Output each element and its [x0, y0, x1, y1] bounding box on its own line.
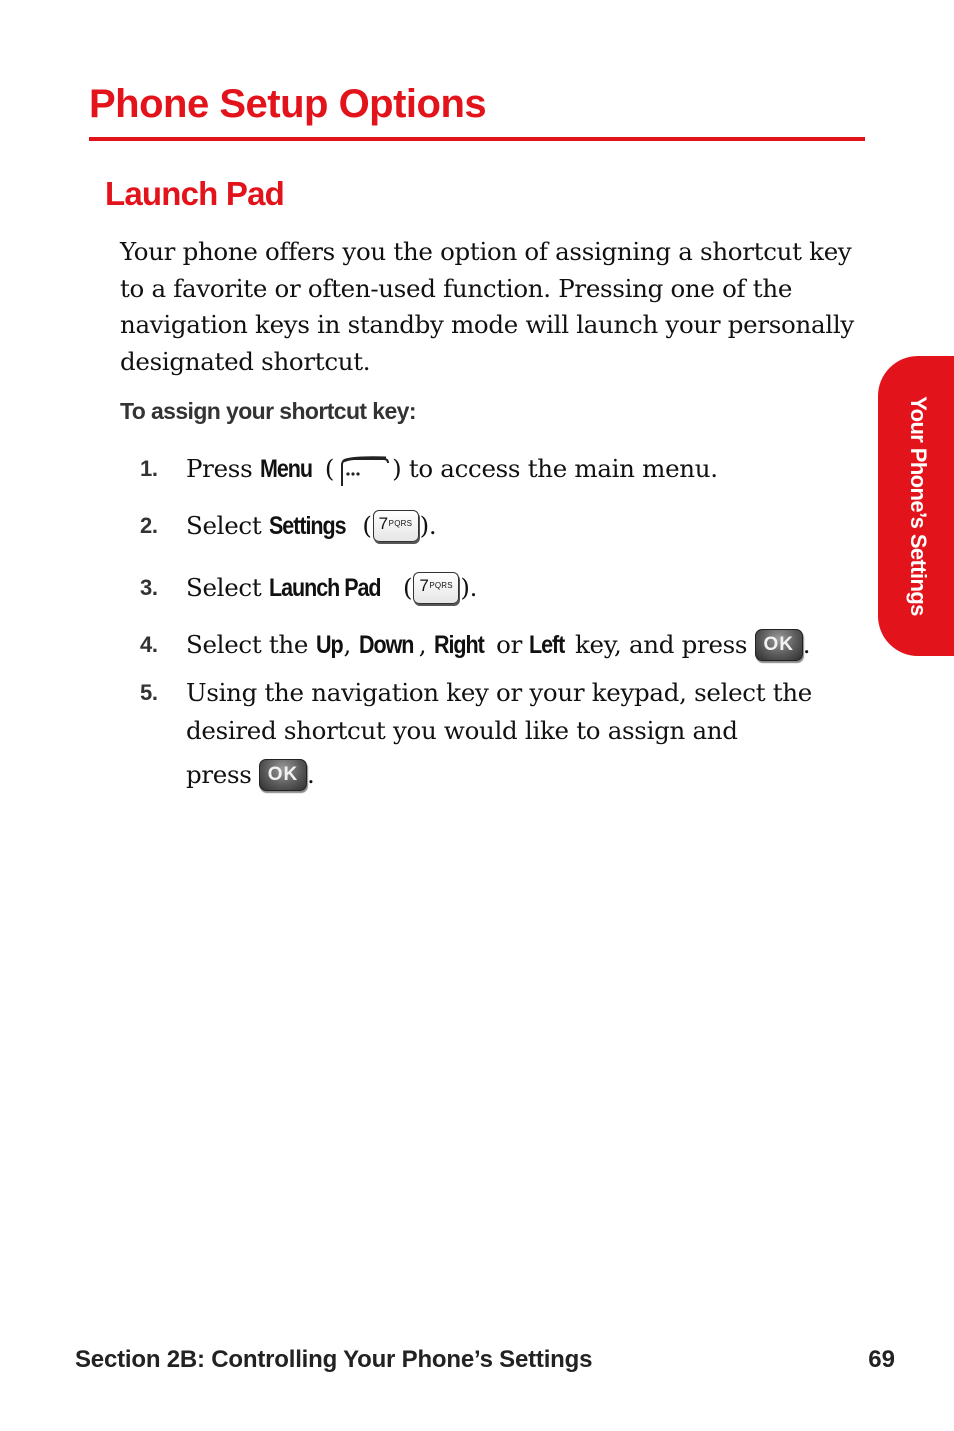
step-text [186, 450, 876, 488]
step-text-line: desired shortcut you would like to assign and [186, 716, 738, 745]
ok-key-icon [755, 629, 803, 661]
step-text-segment: or [488, 630, 530, 659]
step-text-segment: ). [419, 511, 437, 540]
ok-key-icon [259, 759, 307, 791]
step-text-segment: . [802, 630, 811, 659]
page-title: Phone Setup Options [89, 82, 487, 126]
step-text-segment: Press [186, 454, 260, 483]
step-text [186, 626, 876, 664]
key-letters: PQRS [388, 518, 413, 528]
procedure-label: To assign your shortcut key: [120, 398, 416, 424]
step-number: 3. [140, 575, 158, 600]
step-text-segment: ). [460, 573, 478, 602]
step-text [186, 569, 876, 607]
keyword-settings: Settings [268, 512, 346, 540]
footer-page-number: 69 [868, 1346, 895, 1373]
keyword-right: Right [433, 631, 484, 659]
title-rule [89, 137, 865, 141]
step-number: 5. [140, 680, 158, 705]
step-text-segment: . [307, 760, 315, 789]
keyword-menu: Menu [259, 455, 312, 483]
step-number: 2. [140, 513, 158, 538]
side-tab-label: Your Phone’s Settings [906, 396, 931, 616]
step-text-line: Using the navigation key or your keypad, select the [186, 678, 812, 707]
step-text-segment: press [186, 760, 260, 789]
keyword-down: Down [358, 631, 413, 659]
ok-key-label: OK [763, 633, 794, 655]
step-text-segment: key, and press [567, 630, 755, 659]
keyword-launch-pad: Launch Pad [268, 574, 381, 602]
step-text-segment: ( [317, 454, 335, 483]
ok-key-label: OK [267, 763, 299, 785]
section-heading: Launch Pad [105, 175, 285, 212]
step-number: 4. [140, 632, 158, 657]
intro-paragraph: Your phone offers you the option of assigning a shortcut key to a favorite or often-used function. Pressing one of the navigation keys in standby mode will launch your personally designated shortcut. [120, 237, 854, 376]
key-digit: 7 [419, 575, 429, 595]
step-text [186, 507, 876, 545]
key-digit: 7 [378, 513, 388, 533]
step-text-segment: Select [186, 511, 269, 540]
step-text-segment: Select [186, 573, 269, 602]
step-text-segment: , [343, 630, 359, 659]
key-7-icon [413, 572, 459, 604]
step-text-segment: ( [395, 573, 413, 602]
step-number: 1. [140, 456, 158, 481]
keyword-left: Left [529, 631, 565, 659]
step-text-line [186, 756, 876, 794]
step-text-segment: ) to access the main menu. [392, 454, 718, 483]
keyword-up: Up [315, 631, 343, 659]
footer-section-title: Section 2B: Controlling Your Phone’s Settings [75, 1346, 593, 1373]
step-text [186, 674, 876, 794]
step-text-segment: Select the [186, 630, 316, 659]
step-text-segment: , [418, 630, 434, 659]
key-7-icon [373, 510, 419, 542]
key-letters: PQRS [429, 580, 453, 590]
menu-softkey-icon [336, 455, 390, 487]
step-text-segment: ( [354, 511, 372, 540]
